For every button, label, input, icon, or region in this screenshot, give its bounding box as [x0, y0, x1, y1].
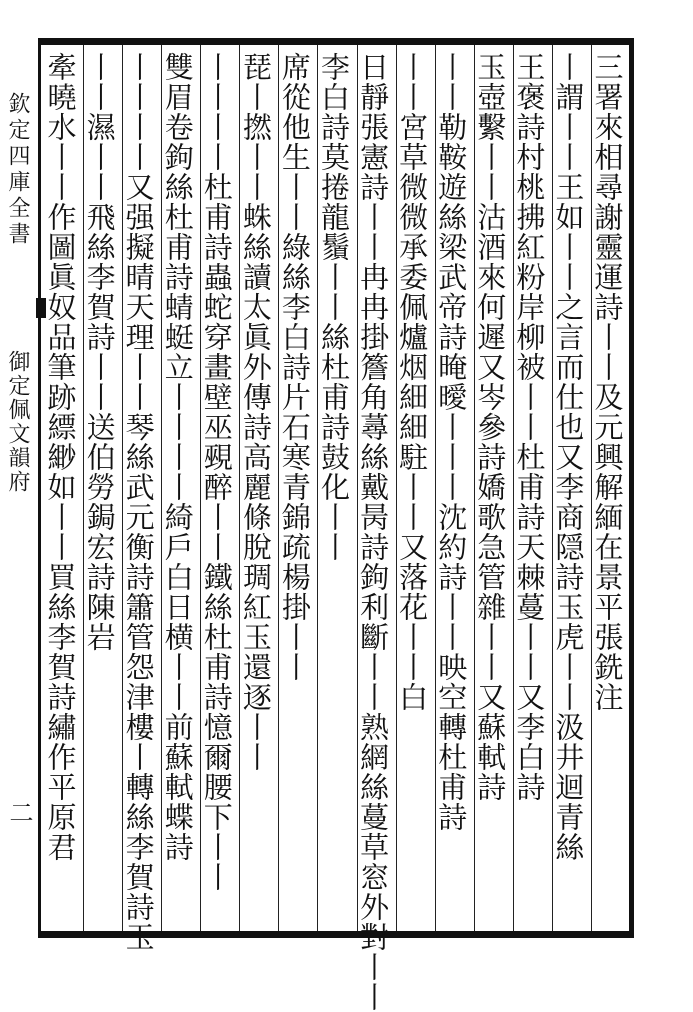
column-rule: [474, 45, 475, 931]
column-rule: [278, 45, 279, 931]
volume-title: 御定佩文韻府: [5, 350, 30, 494]
text-column: 丨丨濕丨丨飛絲李賀詩丨丨送伯勞鋦宏詩陳岩: [82, 52, 117, 652]
text-column: 雙眉卷鉤絲杜甫詩蜻蜓立丨丨丨丨綺戶白日横丨丨前蘇軾蝶詩: [160, 52, 195, 862]
text-column: 玉壺繫丨丨沽酒來何遲又岑參詩嬌歌急管雜丨丨又蘇軾詩: [473, 52, 508, 802]
text-column: 牽曉水丨丨作圖眞奴品筆跡縹緲如丨丨買絲李賀詩繡作平原君: [43, 52, 78, 862]
text-column: 丨丨勒鞍遊絲梁武帝詩晻曖丨丨丨沈約詩丨丨映空轉杜甫詩: [434, 52, 469, 832]
column-rule: [161, 45, 162, 931]
page-margin: [0, 40, 36, 940]
column-rule: [513, 45, 514, 931]
column-rule: [396, 45, 397, 931]
column-rule: [317, 45, 318, 931]
column-rule: [239, 45, 240, 931]
column-rule: [200, 45, 201, 931]
text-column: 丨丨丨丨杜甫詩蟲蛇穿畫壁巫覡醉丨丨鐵絲杜甫詩憶爾腰下丨丨: [199, 52, 234, 892]
column-rule: [591, 45, 592, 931]
column-rule: [357, 45, 358, 931]
page-number: 二: [5, 800, 33, 824]
text-column: 李白詩莫捲龍鬚丨丨絲杜甫詩鼓化丨丨: [317, 52, 351, 562]
text-column: 三署來相尋謝靈運詩丨丨及元興解緬在景平張銑注: [590, 52, 625, 712]
column-rule: [435, 45, 436, 931]
text-column: 琵丨撚丨丨蛛絲讀太眞外傳詩高麗條脫琱紅玉還逐丨丨: [238, 52, 273, 772]
text-column: 席從他生丨丨綠絲李白詩片石寒青錦疏楊掛丨丨: [277, 52, 312, 682]
column-rule: [122, 45, 123, 931]
book-title: 欽定四庫全書: [5, 92, 30, 248]
column-rule: [552, 45, 553, 931]
text-column: 丨丨丨丨又强擬晴天理丨丨琴絲武元衡詩簫管怨津樓丨轉絲李賀詩玉: [121, 52, 156, 952]
text-column: 丨丨宮草微微承委佩爐烟細細駐丨丨又落花丨丨白: [395, 52, 430, 712]
text-column: 丨謂丨丨王如丨丨之言而仕也又李商隠詩玉虎丨丨汲井迴青絲: [551, 52, 586, 862]
text-column: 日靜張憲詩丨丨冉冉掛簷角蕁絲戴昺詩鉤利斷丨丨熟網絲蔓草窓外對丨丨: [356, 52, 391, 1012]
text-column: 王褒詩村桃拂紅粉岸柳被丨丨杜甫詩天棘蔓丨丨又李白詩: [512, 52, 547, 802]
column-rule: [83, 45, 84, 931]
